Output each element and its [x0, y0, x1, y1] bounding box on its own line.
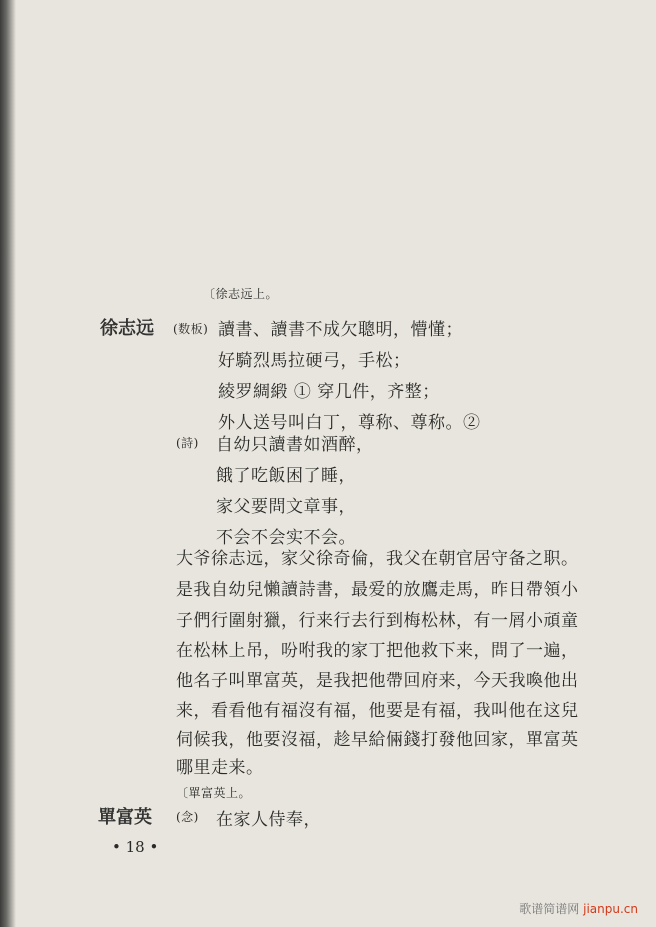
book-binding-shadow [0, 0, 16, 927]
poem-line: 自幼只讀書如酒醉， [216, 435, 374, 455]
watermark-url: jianpu.cn [583, 902, 638, 916]
prose-line: 来，看看他有福沒有福，他要是有福，我叫他在这兒 [176, 701, 579, 721]
poem-line: 餓了吃飯困了睡， [216, 466, 356, 486]
prose-line: 在松林上吊，吩咐我的家丁把他救下来，問了一遍， [176, 641, 579, 661]
stage-direction-enter-shan: 〔單富英上。 [176, 786, 252, 800]
tag-shi: (詩) [176, 436, 199, 450]
verse-line: 在家人侍奉， [216, 810, 321, 830]
prose-line: 子們行圍射獵，行来行去行到梅松林，有一屑小頑童 [176, 611, 579, 631]
watermark [519, 900, 638, 917]
tag-nian: (念) [176, 810, 199, 824]
poem-line: 家父要問文章事， [216, 497, 356, 517]
stage-direction-enter-xu: 〔徐志远上。 [203, 287, 279, 301]
speaker-shan-fuying: 單富英 [98, 807, 152, 828]
watermark-text: 歌谱简谱网 [519, 902, 580, 916]
prose-line: 他名子叫單富英，是我把他帶回府来，今天我喚他出 [176, 671, 579, 691]
verse-line: 外人送号叫白丁，尊称、尊称。② [218, 413, 481, 433]
poem-line: 不会不会实不会。 [216, 528, 356, 548]
page-number: • 18 • [112, 838, 159, 856]
prose-line: 大爷徐志远，家父徐奇倫，我父在朝官居守备之职。 [176, 549, 579, 569]
tag-shuban: (数板) [173, 322, 209, 336]
speaker-xu-zhiyuan: 徐志远 [100, 318, 154, 339]
verse-line: 綾罗綢緞 ① 穿几件，齐整； [218, 382, 440, 402]
prose-line: 伺候我，他要沒福，趁早給倆錢打發他回家，單富英 [176, 730, 579, 750]
verse-line: 好騎烈馬拉硬弓，手松； [218, 351, 411, 371]
prose-line: 是我自幼兒懶讀詩書，最爱的放鷹走馬，昨日帶領小 [176, 580, 579, 600]
prose-line: 哪里走来。 [176, 758, 264, 778]
verse-line: 讀書、讀書不成欠聰明，懵懂； [218, 320, 463, 340]
